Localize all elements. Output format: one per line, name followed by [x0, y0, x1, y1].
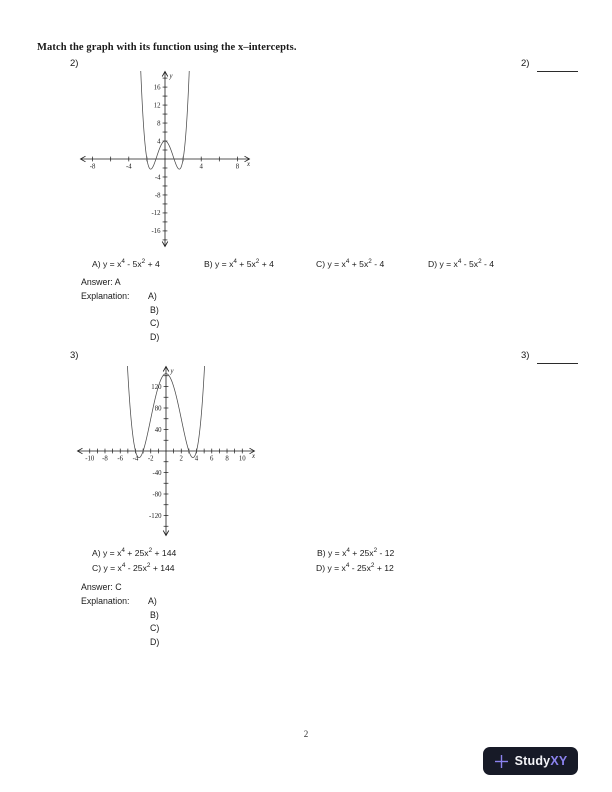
svg-text:-12: -12 — [151, 210, 161, 218]
question-3-choice-b: B) $y = x^4 + 25x^2 - 12$ — [317, 547, 395, 558]
svg-text:-120: -120 — [149, 512, 162, 520]
svg-text:-8: -8 — [89, 163, 96, 171]
question-2-explanation-item-b: B) — [150, 305, 159, 315]
svg-text:8: 8 — [157, 120, 161, 128]
svg-text:-6: -6 — [117, 455, 124, 463]
question-3-explanation-label: Explanation: — [81, 596, 130, 606]
question-2-answer-blank — [537, 71, 578, 72]
question-2-choice-b: B) $y = x^4 + 5x^2 + 4$ — [204, 258, 274, 269]
svg-text:8: 8 — [235, 163, 240, 171]
svg-text:-10: -10 — [85, 455, 95, 463]
studyxy-logo — [483, 747, 578, 775]
question-3-explanation-item-c: C) — [150, 623, 160, 633]
svg-text:x: x — [246, 161, 250, 168]
answer-label: Answer: — [81, 582, 113, 592]
question-3-choice-a: A) $y = x^4 + 25x^2 + 144$ — [92, 547, 177, 558]
answer-value: C — [115, 582, 122, 592]
question-3-answer-blank — [537, 363, 578, 364]
question-3-explanation-item-d: D) — [150, 637, 160, 647]
svg-text:x: x — [251, 453, 255, 460]
logo-brand-primary: Study — [514, 754, 551, 768]
svg-text:6: 6 — [210, 455, 214, 463]
svg-text:-8: -8 — [154, 192, 161, 200]
page-title: Match the graph with its function using the x–intercepts. — [37, 42, 297, 53]
logo-wordmark — [515, 754, 568, 768]
question-2-graph — [79, 70, 251, 248]
question-3-graph — [76, 365, 256, 537]
svg-text:4: 4 — [157, 138, 161, 146]
svg-text:4: 4 — [199, 163, 203, 171]
svg-text:-8: -8 — [102, 455, 108, 463]
svg-text:16: 16 — [153, 84, 161, 92]
question-3-number: 3) — [70, 350, 79, 361]
svg-text:y: y — [170, 368, 174, 375]
plus-icon — [494, 754, 509, 769]
question-3-answer-slot-number: 3) — [521, 350, 530, 361]
question-2-explanation-item-a: A) — [148, 291, 157, 301]
svg-text:12: 12 — [153, 102, 161, 110]
answer-value: A — [114, 277, 121, 287]
question-2-explanation-item-c: C) — [150, 318, 160, 328]
svg-text:2: 2 — [179, 455, 183, 463]
svg-text:-40: -40 — [152, 469, 162, 477]
svg-text:-80: -80 — [152, 491, 162, 499]
svg-text:-2: -2 — [147, 455, 154, 463]
svg-text:-4: -4 — [125, 163, 132, 171]
logo-brand-accent: XY — [550, 754, 568, 768]
question-3-explanation-item-b: B) — [150, 610, 159, 620]
question-2-choice-d: D) $y = x^4 - 5x^2 - 4$ — [428, 258, 495, 269]
question-3-explanation-item-a: A) — [148, 596, 157, 606]
svg-text:y: y — [169, 73, 173, 80]
svg-text:-4: -4 — [132, 455, 139, 463]
svg-text:10: 10 — [238, 455, 246, 463]
question-2-answer-line — [81, 277, 121, 287]
question-2-choice-c: C) $y = x^4 + 5x^2 - 4$ — [316, 258, 385, 269]
svg-text:120: 120 — [151, 383, 162, 391]
question-3-answer-line — [81, 582, 122, 592]
question-2-answer-slot-number: 2) — [521, 58, 530, 69]
svg-text:-16: -16 — [151, 228, 161, 236]
page-number: 2 — [303, 729, 309, 739]
svg-text:40: 40 — [154, 426, 162, 434]
question-2-explanation-label: Explanation: — [81, 291, 130, 301]
question-2-explanation-item-d: D) — [150, 332, 160, 342]
question-3-choice-d: D) $y = x^4 - 25x^2 + 12$ — [316, 562, 394, 573]
answer-label: Answer: — [81, 277, 113, 287]
svg-text:4: 4 — [194, 455, 199, 463]
svg-text:80: 80 — [154, 405, 162, 413]
svg-text:8: 8 — [225, 455, 229, 463]
svg-text:-4: -4 — [154, 174, 161, 182]
question-3-choice-c: C) $y = x^4 - 25x^2 + 144$ — [92, 562, 175, 573]
question-2-number: 2) — [70, 58, 79, 69]
question-2-choice-a: A) $y = x^4 - 5x^2 + 4$ — [92, 258, 160, 269]
